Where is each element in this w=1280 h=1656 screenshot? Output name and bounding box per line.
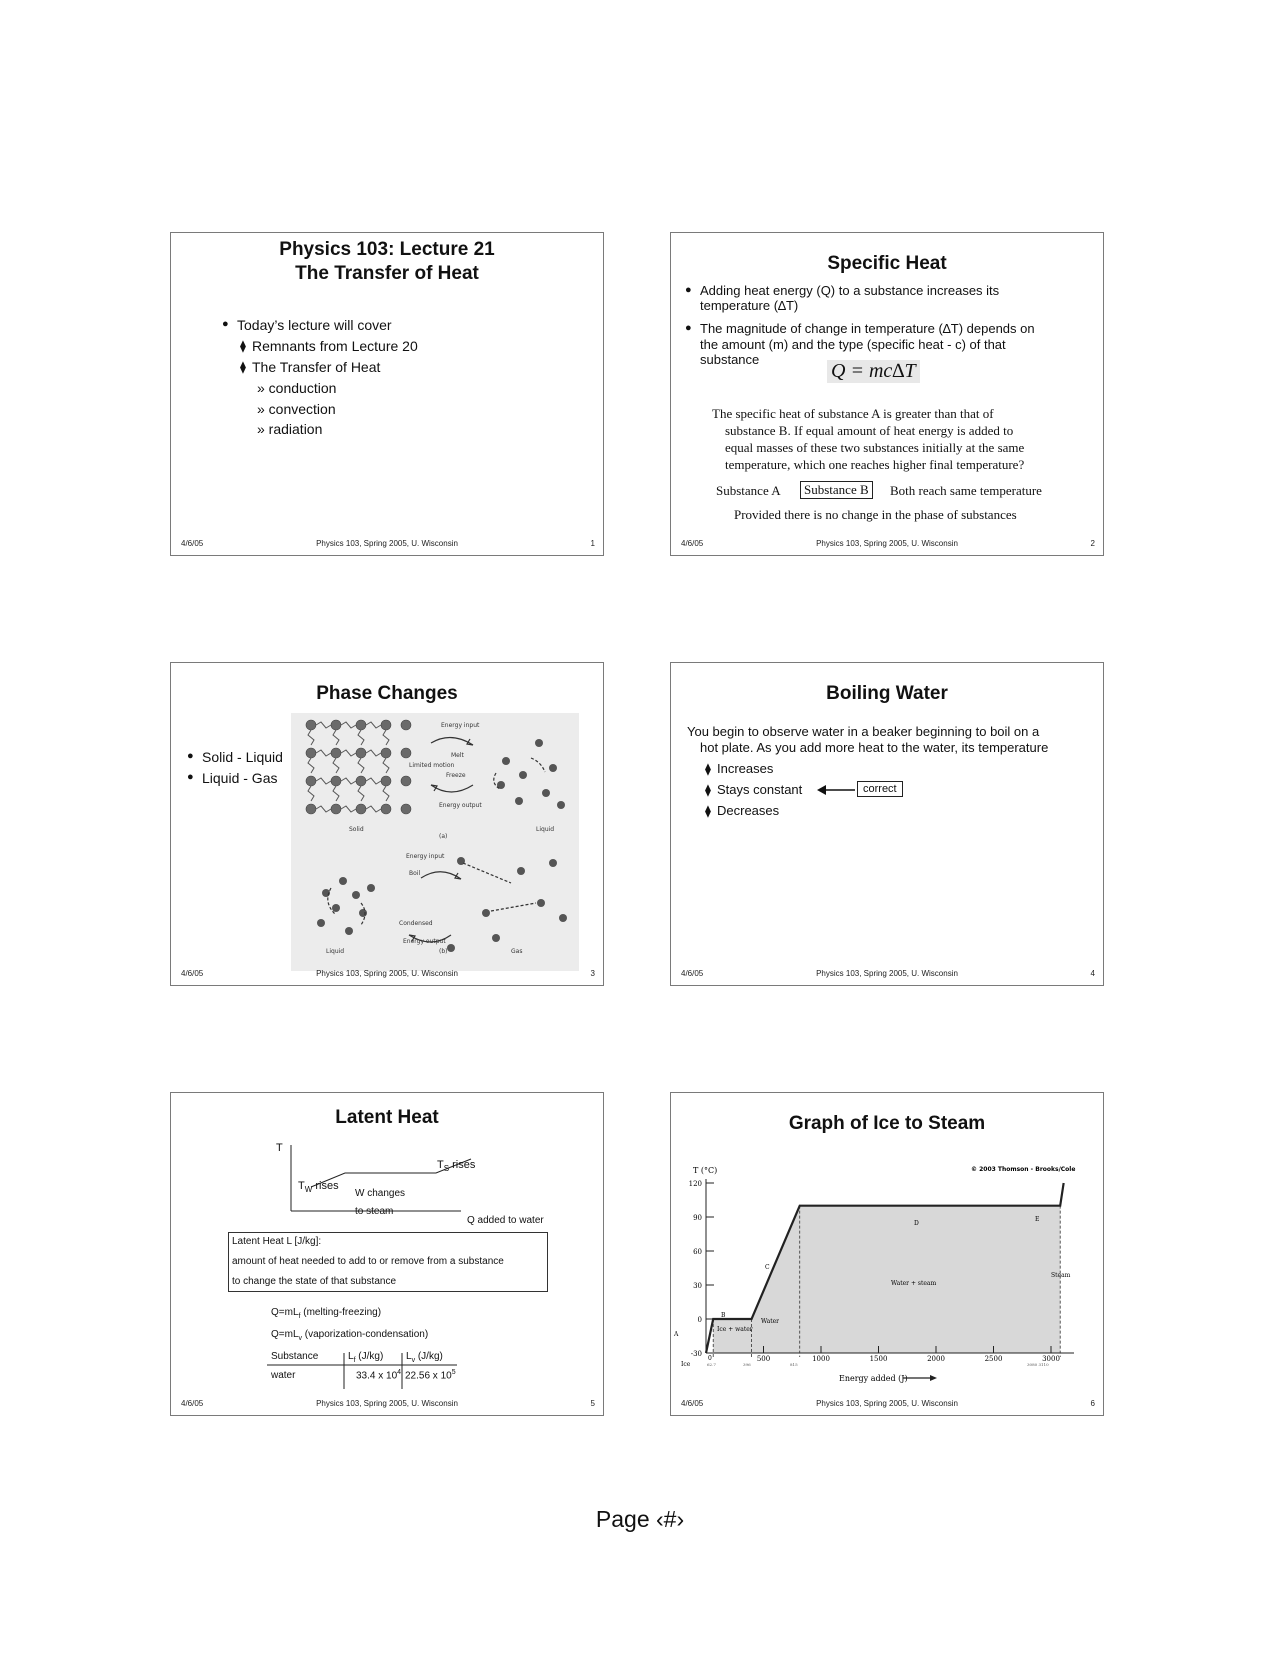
bottom-tick-62.7: 62.7: [707, 1362, 716, 1367]
slide-number: 4: [1090, 969, 1095, 978]
footer-date: 4/6/05: [681, 539, 704, 548]
x-origin-label: 0: [708, 1355, 712, 1362]
definition-line: Latent Heat L [J/kg]:: [232, 1236, 322, 1247]
slide-number: 6: [1090, 1399, 1095, 1408]
sub-sub-bullet: » conduction: [257, 380, 337, 396]
slide-title: Graph of Ice to Steam: [788, 1113, 986, 1134]
slide-footer: [671, 539, 1103, 549]
lv-sub: v: [411, 1357, 416, 1364]
f2-rest: (vaporization-condensation): [302, 1329, 429, 1340]
sub-bullet: ⧫ The Transfer of Heat: [252, 359, 380, 375]
y-tick-label: 0: [697, 1316, 702, 1324]
question-line: hot plate. As you add more heat to the water, its temperature: [700, 740, 1049, 755]
slide-4: [670, 662, 1104, 986]
footer-course: Physics 103, Spring 2005, U. Wisconsin: [816, 539, 958, 548]
table-header-lv: [406, 1351, 443, 1364]
note: Provided there is no change in the phase of substances: [734, 507, 1017, 522]
slide-5: [170, 1092, 604, 1416]
x-tick-label: 1500: [869, 1355, 888, 1363]
y-axis-label: T (°C): [693, 1166, 718, 1175]
lf-letter: L: [348, 1351, 354, 1362]
slide-title: Latent Heat: [335, 1107, 439, 1128]
segment-label-a: A: [674, 1331, 679, 1338]
tw-text: rises: [312, 1180, 339, 1192]
label-energy-input: Energy input: [441, 722, 480, 729]
slide-number: 1: [590, 539, 595, 548]
page-number-label: Page ‹#›: [595, 1506, 685, 1532]
y-tick-label: -30: [690, 1350, 702, 1358]
lv-letter: L: [406, 1351, 412, 1362]
label-energy-output: Energy output: [439, 802, 482, 809]
copyright: © 2003 Thomson - Brooks/Cole: [971, 1166, 1076, 1173]
f2-text: Q=mL: [271, 1329, 299, 1340]
chart-area-fill: [713, 1206, 1060, 1353]
option-b-boxed: Substance B: [800, 481, 873, 499]
label-condensed: Condensed: [399, 920, 433, 927]
footer-course: Physics 103, Spring 2005, U. Wisconsin: [816, 1399, 958, 1408]
ts-text: rises: [449, 1159, 476, 1171]
slide-title: Boiling Water: [826, 683, 948, 704]
footer-date: 4/6/05: [181, 539, 204, 548]
q-added-label: Q added to water: [467, 1215, 544, 1226]
x-tick-label: 3000: [1042, 1355, 1060, 1363]
table-cell-substance: water: [271, 1370, 296, 1381]
correct-label: correct: [857, 781, 903, 797]
ice-to-steam-chart: [671, 1153, 1103, 1393]
definition-line: amount of heat needed to add to or remove from a substance: [232, 1256, 504, 1267]
tw-sub: W: [304, 1185, 313, 1195]
x-axis-arrow: [903, 1375, 937, 1381]
segment-label-e: E: [1035, 1216, 1040, 1223]
x-axis-label: Energy added (J): [839, 1374, 908, 1383]
x-tick-label: 2000: [927, 1355, 945, 1363]
slide-3: [170, 662, 604, 986]
slide-footer: [171, 969, 603, 979]
footer-course: Physics 103, Spring 2005, U. Wisconsin: [316, 969, 458, 978]
lv-exp: 5: [451, 1369, 456, 1376]
label-gas: Gas: [511, 948, 523, 955]
f2-sub: v: [298, 1335, 303, 1342]
slide-footer: [171, 1399, 603, 1409]
slide-6: [670, 1092, 1104, 1416]
ts-sub: S: [443, 1164, 450, 1174]
tw-rises-label: [298, 1180, 339, 1194]
question-line: substance B. If equal amount of heat energy is added to: [725, 423, 1014, 438]
option-a: Substance A: [716, 483, 781, 498]
option: ⧫ Decreases: [717, 803, 779, 818]
bullet: ● Solid - Liquid: [202, 749, 283, 765]
slide-subtitle: The Transfer of Heat: [295, 263, 479, 284]
f1-sub: f: [298, 1313, 301, 1320]
lf-sub: f: [353, 1357, 356, 1364]
y-tick-label: 30: [693, 1282, 702, 1290]
label-energy-output-2: Energy output: [403, 938, 446, 945]
footer-date: 4/6/05: [681, 1399, 704, 1408]
bottom-tick-396: 396: [743, 1362, 751, 1367]
bullet-cont: temperature (∆T): [700, 298, 799, 313]
question-line: You begin to observe water in a beaker beginning to boil on a: [687, 724, 1040, 739]
arrow-icon: [817, 784, 857, 796]
region-water-steam: Water + steam: [891, 1280, 937, 1287]
label-b: (b): [439, 948, 448, 955]
footer-course: Physics 103, Spring 2005, U. Wisconsin: [816, 969, 958, 978]
slide-number: 2: [1090, 539, 1095, 548]
y-tick-label: 120: [688, 1180, 702, 1188]
x-tick-label: 2500: [984, 1355, 1003, 1363]
slide-footer: [671, 1399, 1103, 1409]
bullet-cont: the amount (m) and the type (specific heat - c) of that: [700, 337, 1006, 352]
segment-label-c: C: [765, 1264, 770, 1271]
table-cell-lf: [356, 1369, 401, 1381]
sub-bullet: ⧫ Remnants from Lecture 20: [252, 338, 418, 354]
bullet: ● Adding heat energy (Q) to a substance increases its: [700, 283, 999, 298]
option-c: Both reach same temperature: [890, 483, 1042, 498]
t-axis-label: T: [276, 1142, 283, 1154]
tw-letter: T: [298, 1180, 305, 1192]
slide-footer: [171, 539, 603, 549]
slide-number: 3: [590, 969, 595, 978]
slide-footer: [671, 969, 1103, 979]
y-tick-label: 60: [693, 1248, 702, 1256]
footer-date: 4/6/05: [181, 1399, 204, 1408]
label-liquid-2: Liquid: [326, 948, 345, 955]
sub-sub-bullet: » radiation: [257, 421, 323, 437]
label-liquid: Liquid: [536, 826, 555, 833]
bottom-tick-815: 815: [790, 1362, 798, 1367]
table-cell-lv: [405, 1369, 456, 1381]
label-boil: Boil: [409, 870, 421, 877]
segment-label-b: B: [721, 1312, 726, 1319]
footer-date: 4/6/05: [681, 969, 704, 978]
w-changes-label: W changes: [355, 1188, 406, 1199]
table-header-substance: Substance: [271, 1351, 319, 1362]
label-freeze: Freeze: [446, 772, 466, 779]
slide-title: Specific Heat: [827, 253, 947, 274]
label-a: (a): [439, 833, 448, 840]
option: ⧫ Increases: [717, 761, 773, 776]
formula-melting: [271, 1307, 381, 1320]
slide-title: Phase Changes: [316, 683, 458, 704]
bullet: ● Today’s lecture will cover: [237, 317, 392, 333]
question-line: equal masses of these two substances initially at the same: [725, 440, 1025, 455]
formula: Q = mc∆T: [827, 360, 920, 383]
label-solid: Solid: [349, 826, 364, 833]
ts-rises-label: [437, 1159, 475, 1173]
region-water: Water: [761, 1318, 780, 1325]
x-tick-label: 500: [756, 1355, 771, 1363]
lv-unit: (J/kg): [415, 1351, 443, 1362]
to-steam-label: to steam: [355, 1206, 394, 1217]
slide-number: 5: [590, 1399, 595, 1408]
bottom-tick-3080: 3080 3110: [1027, 1362, 1049, 1367]
lf-unit: (J/kg): [355, 1351, 384, 1362]
bullet-cont: substance: [700, 352, 760, 367]
lf-value: 33.4 x 10: [356, 1370, 398, 1382]
bullet: ● The magnitude of change in temperature (∆T) depends on: [700, 321, 1035, 336]
footer-course: Physics 103, Spring 2005, U. Wisconsin: [316, 539, 458, 548]
region-ice: Ice: [681, 1361, 691, 1368]
region-ice-water: Ice + water: [717, 1326, 753, 1333]
footer-date: 4/6/05: [181, 969, 204, 978]
lv-value: 22.56 x 10: [405, 1370, 452, 1382]
sub-sub-bullet: » convection: [257, 401, 336, 417]
phase-change-figure: [291, 713, 579, 971]
label-melt: Melt: [451, 752, 464, 759]
slide-1: [170, 232, 604, 556]
definition-line: to change the state of that substance: [232, 1276, 397, 1287]
slide-2: [670, 232, 1104, 556]
segment-label-d: D: [914, 1220, 919, 1227]
f1-text: Q=mL: [271, 1307, 299, 1318]
question-line: temperature, which one reaches higher final temperature?: [725, 457, 1025, 472]
ts-letter: T: [437, 1159, 444, 1171]
table-header-lf: [348, 1351, 383, 1364]
label-energy-input-2: Energy input: [406, 853, 445, 860]
question-line: The specific heat of substance A is greater than that of: [712, 406, 994, 421]
x-tick-label: 1000: [812, 1355, 830, 1363]
option: ⧫ Stays constant: [717, 782, 802, 797]
lf-exp: 4: [397, 1369, 402, 1376]
bullet: ● Liquid - Gas: [202, 770, 277, 786]
y-tick-label: 90: [693, 1214, 702, 1222]
region-steam: Steam: [1051, 1272, 1071, 1279]
label-limited-motion: Limited motion: [409, 762, 455, 769]
slide-title: Physics 103: Lecture 21: [279, 239, 495, 260]
footer-course: Physics 103, Spring 2005, U. Wisconsin: [316, 1399, 458, 1408]
f1-rest: (melting-freezing): [300, 1307, 382, 1318]
formula-vaporization: [271, 1329, 428, 1342]
